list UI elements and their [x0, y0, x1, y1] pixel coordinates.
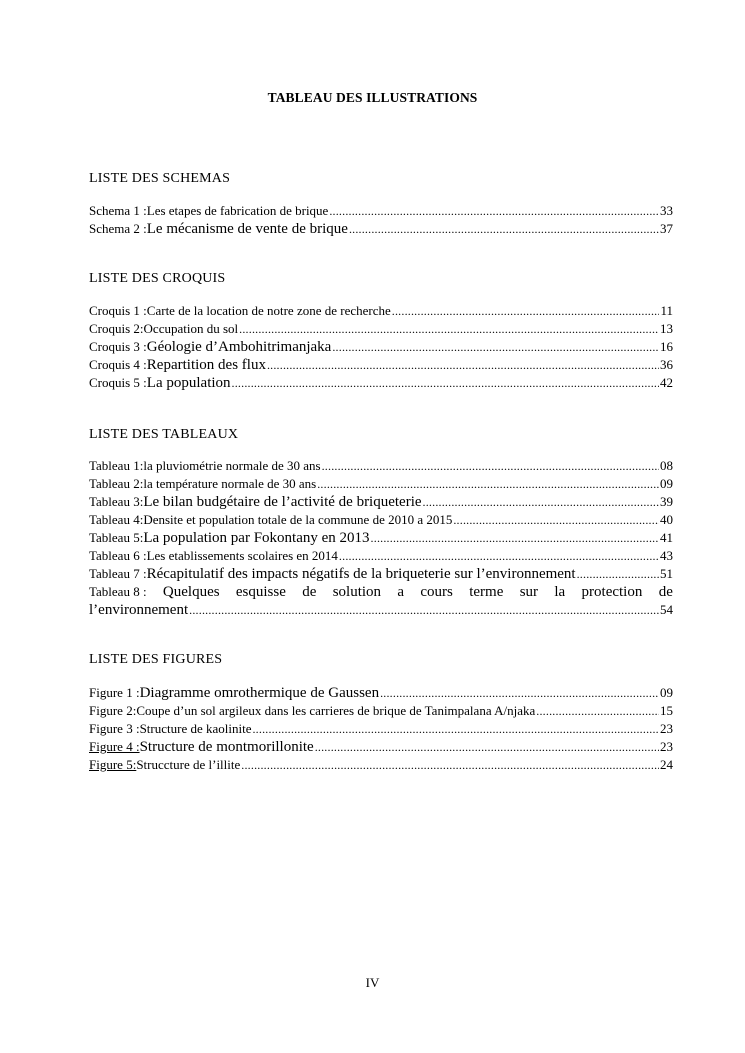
entry-prefix: Tableau 4:	[89, 512, 144, 527]
entry-word: de	[302, 584, 317, 600]
entry-prefix: Tableau 7 :	[89, 566, 147, 581]
croquis-list	[89, 302, 673, 392]
toc-entry[interactable]	[89, 547, 673, 565]
entry-word: la	[554, 584, 566, 600]
dot-leader	[232, 374, 659, 392]
entry-label: Les etapes de fabrication de brique	[146, 203, 329, 218]
entry-label: Récapitulatif des impacts négatifs de la briqueterie sur l’environnement	[146, 566, 576, 582]
entry-word: de	[658, 584, 673, 600]
entry-page: 16	[660, 339, 673, 354]
entry-label: Struccture de l’illite	[136, 757, 241, 772]
entry-label: Occupation du sol	[143, 321, 239, 336]
entry-prefix: Tableau 1:	[89, 458, 144, 473]
entry-label: Repartition des flux	[146, 357, 266, 373]
section-heading-schemas: LISTE DES SCHEMAS	[89, 171, 231, 186]
tableaux-list	[89, 457, 673, 619]
dot-leader	[423, 493, 659, 511]
entry-prefix: Schema 2 :	[89, 221, 147, 236]
entry-word: terme	[469, 584, 504, 600]
toc-entry-wrapped[interactable]	[89, 583, 673, 619]
entry-prefix: Croquis 2:	[89, 321, 144, 336]
wrapped-first-line	[89, 583, 673, 601]
dot-leader	[252, 720, 659, 738]
toc-entry[interactable]	[89, 756, 673, 774]
entry-prefix: Figure 2:	[89, 703, 137, 718]
entry-prefix: Figure 4 :	[89, 739, 140, 754]
entry-label: Structure de montmorillonite	[139, 739, 314, 755]
entry-page: 37	[660, 221, 673, 236]
entry-label: La population	[146, 375, 231, 391]
entry-page: 40	[660, 512, 673, 527]
entry-page: 08	[660, 458, 673, 473]
entry-page: 13	[660, 321, 673, 336]
section-heading-figures: LISTE DES FIGURES	[89, 652, 223, 667]
dot-leader	[329, 202, 659, 220]
dot-leader	[332, 338, 659, 356]
entry-label: Le mécanisme de vente de brique	[146, 221, 348, 237]
entry-prefix: Croquis 1 :	[89, 303, 147, 318]
entry-page: 36	[660, 357, 673, 372]
entry-label: Structure de kaolinite	[139, 721, 252, 736]
page-number: IV	[365, 975, 380, 990]
dot-leader	[189, 601, 659, 619]
entry-label: l’environnement	[89, 602, 189, 618]
section-heading-croquis: LISTE DES CROQUIS	[89, 271, 226, 286]
entry-page: 24	[660, 757, 673, 772]
toc-entry[interactable]	[89, 475, 673, 493]
entry-page: 39	[660, 494, 673, 509]
dot-leader	[392, 302, 660, 320]
entry-prefix: Tableau 2:	[89, 476, 144, 491]
entry-word: cours	[420, 584, 453, 600]
toc-entry[interactable]	[89, 529, 673, 547]
toc-entry[interactable]	[89, 511, 673, 529]
dot-leader	[349, 220, 659, 238]
entry-label: Carte de la location de notre zone de recherche	[146, 303, 391, 318]
entry-page: 43	[660, 548, 673, 563]
toc-entry[interactable]	[89, 702, 673, 720]
toc-entry[interactable]	[89, 738, 673, 756]
toc-entry[interactable]	[89, 493, 673, 511]
entry-prefix: Croquis 5 :	[89, 375, 147, 390]
toc-entry[interactable]	[89, 356, 673, 374]
wrapped-second-line	[89, 601, 673, 619]
entry-page: 23	[660, 721, 673, 736]
toc-entry[interactable]	[89, 202, 673, 220]
dot-leader	[322, 457, 659, 475]
dot-leader	[380, 684, 659, 702]
dot-leader	[577, 565, 659, 583]
dot-leader	[315, 738, 659, 756]
dot-leader	[339, 547, 659, 565]
toc-entry[interactable]	[89, 320, 673, 338]
toc-entry[interactable]	[89, 338, 673, 356]
entry-prefix: Tableau 6 :	[89, 548, 147, 563]
entry-page: 09	[660, 685, 673, 700]
page-title: TABLEAU DES ILLUSTRATIONS	[267, 90, 478, 105]
entry-prefix: Figure 5:	[89, 757, 137, 772]
entry-prefix: Figure 1 :	[89, 685, 140, 700]
toc-entry[interactable]	[89, 565, 673, 583]
entry-prefix: Tableau 3:	[89, 494, 144, 509]
entry-label: Le bilan budgétaire de l’activité de briqueterie	[143, 494, 422, 510]
entry-page: 41	[660, 530, 673, 545]
entry-label: Diagramme omrothermique de Gaussen	[139, 685, 380, 701]
dot-leader	[453, 511, 659, 529]
entry-page: 42	[660, 375, 673, 390]
dot-leader	[267, 356, 659, 374]
entry-page: 54	[660, 602, 673, 617]
dot-leader	[536, 702, 659, 720]
entry-word: sur	[519, 584, 539, 600]
entry-page: 23	[660, 739, 673, 754]
entry-page: 33	[660, 203, 673, 218]
toc-entry[interactable]	[89, 457, 673, 475]
entry-label: la pluviométrie normale de 30 ans	[143, 458, 321, 473]
entry-prefix: Tableau 5:	[89, 530, 144, 545]
entry-prefix: Figure 3 :	[89, 721, 140, 736]
dot-leader	[241, 756, 659, 774]
entry-word: solution	[332, 584, 382, 600]
toc-entry[interactable]	[89, 374, 673, 392]
entry-prefix: Croquis 4 :	[89, 357, 147, 372]
entry-label: la température normale de 30 ans	[143, 476, 317, 491]
toc-entry[interactable]	[89, 720, 673, 738]
entry-page: 51	[660, 566, 673, 581]
entry-word: a	[397, 584, 405, 600]
entry-label: Densite et population totale de la commune de 2010 a 2015	[143, 512, 453, 527]
entry-word: esquisse	[235, 584, 286, 600]
toc-entry[interactable]	[89, 220, 673, 238]
entry-word: protection	[581, 584, 643, 600]
toc-entry[interactable]	[89, 302, 673, 320]
figures-list	[89, 684, 673, 774]
entry-page: 11	[660, 303, 673, 318]
entry-label: Géologie d’Ambohitrimanjaka	[146, 339, 332, 355]
toc-entry[interactable]	[89, 684, 673, 702]
entry-prefix: Tableau 8 :	[89, 584, 147, 599]
entry-prefix: Schema 1 :	[89, 203, 147, 218]
dot-leader	[239, 320, 659, 338]
entry-page: 09	[660, 476, 673, 491]
entry-word: Quelques	[162, 584, 220, 600]
entry-label: Coupe d’un sol argileux dans les carrieres de brique de Tanimpalana A/njaka	[136, 703, 536, 718]
section-heading-tableaux: LISTE DES TABLEAUX	[89, 427, 239, 442]
entry-prefix: Croquis 3 :	[89, 339, 147, 354]
dot-leader	[371, 529, 659, 547]
entry-page: 15	[660, 703, 673, 718]
entry-label: La population par Fokontany en 2013	[143, 530, 370, 546]
dot-leader	[317, 475, 659, 493]
entry-label: Les etablissements scolaires en 2014	[146, 548, 338, 563]
schemas-list	[89, 202, 673, 238]
